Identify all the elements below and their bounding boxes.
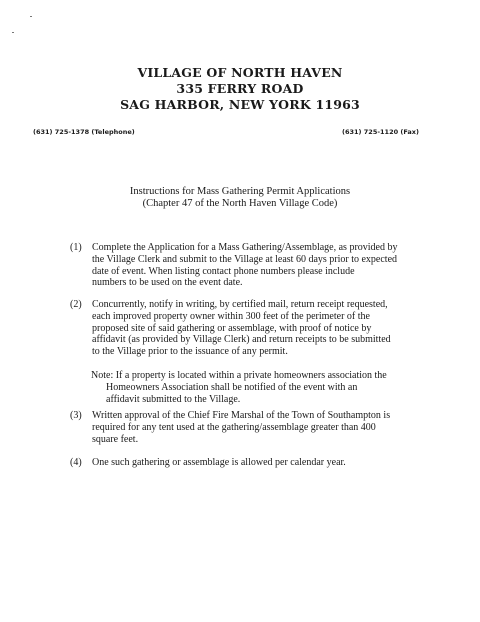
scan-speck bbox=[12, 32, 14, 33]
instructions-subtitle: (Chapter 47 of the North Haven Village Code) bbox=[142, 198, 338, 209]
item-line: the Village Clerk and submit to the Village at least 60 days prior to expected bbox=[92, 253, 398, 265]
note-line: If a property is located within a private homeowners association the bbox=[115, 370, 387, 381]
fax-number: (631) 725-1120 (Fax) bbox=[342, 128, 419, 136]
item-line: to the Village prior to the issuance of any permit. bbox=[92, 346, 288, 358]
item-line: One such gathering or assemblage is allowed per calendar year. bbox=[92, 457, 346, 468]
item-number: (4) bbox=[70, 457, 82, 468]
item-line: required for any tent used at the gathering/assemblage greater than 400 bbox=[92, 421, 376, 433]
instruction-item-4 bbox=[70, 457, 446, 469]
item-line: Concurrently, notify in writing, by certified mail, return receipt requested, bbox=[92, 299, 388, 310]
item-line: proposed site of said gathering or assemblage, with proof of notice by bbox=[92, 322, 372, 334]
homeowners-note bbox=[91, 370, 447, 405]
item-line: date of event. When listing contact phone numbers please include bbox=[92, 265, 355, 277]
item-line: numbers to be used on the event date. bbox=[92, 277, 243, 289]
item-line: each improved property owner within 300 feet of the perimeter of the bbox=[92, 310, 370, 322]
telephone-number: (631) 725-1378 (Telephone) bbox=[33, 128, 135, 136]
item-line: Complete the Application for a Mass Gathering/Assemblage, as provided by bbox=[92, 242, 398, 253]
instruction-item-3 bbox=[70, 410, 446, 445]
letterhead-line-3: SAG HARBOR, NEW YORK 11963 bbox=[120, 97, 360, 112]
letterhead-line-2: 335 FERRY ROAD bbox=[176, 81, 304, 96]
instruction-item-1 bbox=[70, 242, 446, 289]
note-line: affidavit submitted to the Village. bbox=[106, 393, 241, 405]
item-number: (2) bbox=[70, 299, 82, 310]
instructions-title: Instructions for Mass Gathering Permit Applications bbox=[129, 186, 351, 197]
item-number: (3) bbox=[70, 410, 82, 421]
item-number: (1) bbox=[70, 242, 82, 253]
item-line: square feet. bbox=[92, 433, 139, 445]
scan-speck bbox=[30, 16, 32, 17]
instruction-item-2 bbox=[70, 299, 446, 358]
note-label: Note: bbox=[91, 370, 114, 381]
letterhead-line-1: VILLAGE OF NORTH HAVEN bbox=[137, 65, 343, 80]
item-line: affidavit (as provided by Village Clerk) and return receipts to be submitted bbox=[92, 334, 391, 346]
item-line: Written approval of the Chief Fire Marshal of the Town of Southampton is bbox=[92, 410, 391, 421]
note-line: Homeowners Association shall be notified of the event with an bbox=[106, 381, 358, 393]
